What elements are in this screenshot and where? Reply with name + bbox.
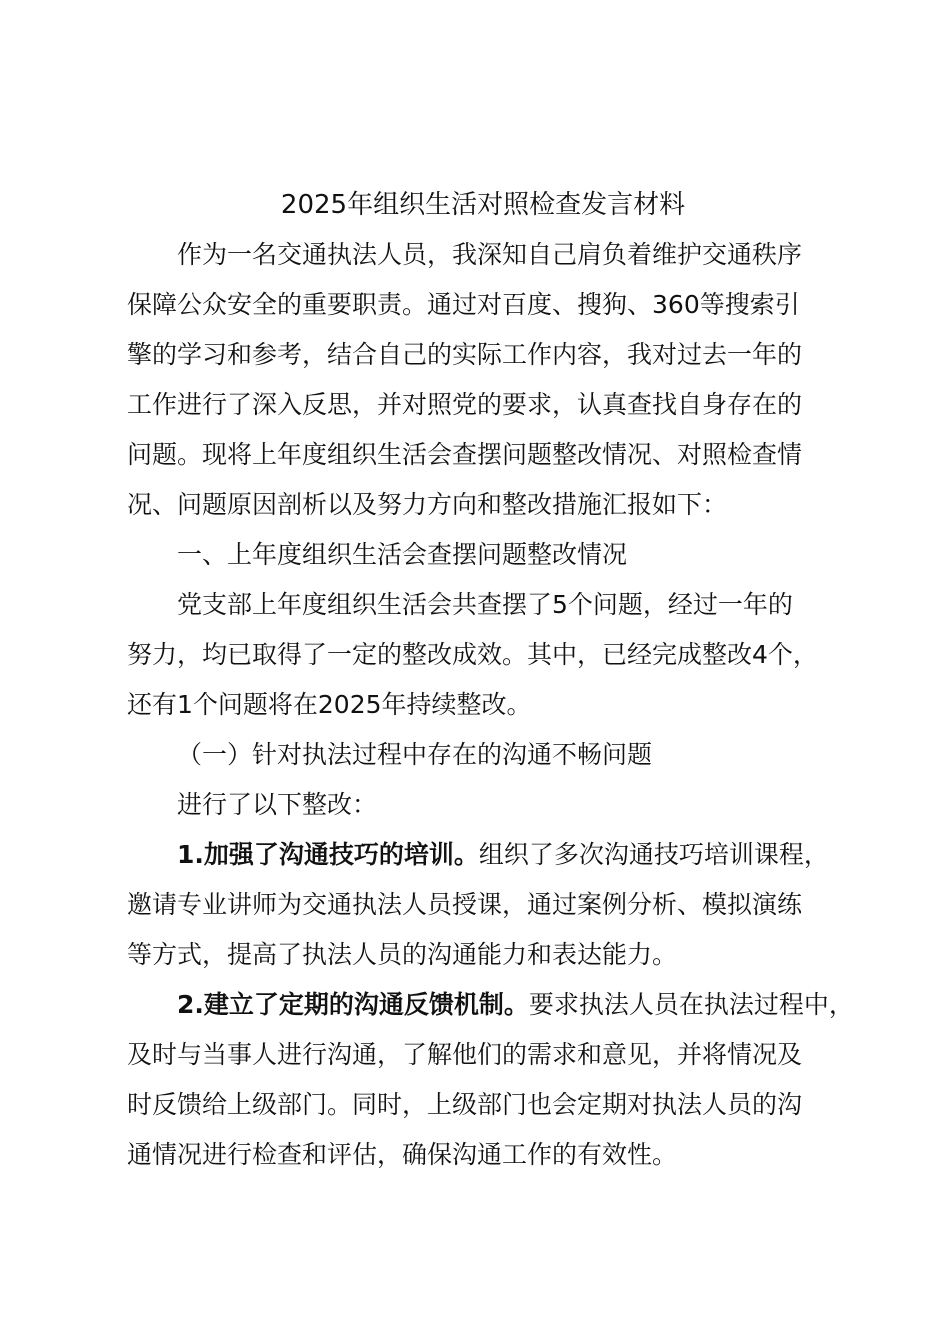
text-line: 工作进行了深入反思，并对照党的要求，认真查找自身存在的 [127, 390, 803, 419]
text-line: 通情况进行检查和评估，确保沟通工作的有效性。 [127, 1140, 678, 1169]
text-line [127, 980, 854, 1030]
intro-paragraph [127, 230, 839, 530]
text-line: 况、问题原因剖析以及努力方向和整改措施汇报如下： [127, 490, 728, 519]
subsection-heading: （一）针对执法过程中存在的沟通不畅问题 [177, 740, 653, 769]
item-heading: 1.加强了沟通技巧的培训。 [177, 840, 479, 869]
document-body [127, 180, 854, 1180]
text-line: 保障公众安全的重要职责。通过对百度、搜狗、360等搜索引 [127, 290, 800, 319]
item-text: 要求执法人员在执法过程中， [528, 990, 854, 1019]
text-line: 时反馈给上级部门。同时，上级部门也会定期对执法人员的沟 [127, 1090, 803, 1119]
section-heading: 一、上年度组织生活会查摆问题整改情况 [177, 540, 628, 569]
section-paragraph [127, 580, 839, 730]
item-text: 组织了多次沟通技巧培训课程， [478, 840, 829, 869]
text-line: 邀请专业讲师为交通执法人员授课，通过案例分析、模拟演练 [127, 890, 803, 919]
text-line: 等方式，提高了执法人员的沟通能力和表达能力。 [127, 940, 678, 969]
text-line: 作为一名交通执法人员，我深知自己肩负着维护交通秩序 [177, 240, 803, 269]
document-title: 2025年组织生活对照检查发言材料 [280, 190, 686, 220]
text-line: 问题。现将上年度组织生活会查摆问题整改情况、对照检查情 [127, 440, 803, 469]
subsection-lead: 进行了以下整改： [177, 790, 378, 819]
text-line: 努力，均已取得了一定的整改成效。其中，已经完成整改4个， [127, 640, 818, 669]
measure-item-2 [127, 980, 854, 1180]
item-heading: 2.建立了定期的沟通反馈机制。 [177, 990, 529, 1019]
measure-item-1 [127, 830, 839, 980]
text-line: 擎的学习和参考，结合自己的实际工作内容，我对过去一年的 [127, 340, 803, 369]
text-line [127, 830, 839, 880]
text-line: 还有1个问题将在2025年持续整改。 [127, 690, 532, 719]
text-line: 党支部上年度组织生活会共查摆了5个问题，经过一年的 [177, 590, 793, 619]
text-line: 及时与当事人进行沟通，了解他们的需求和意见，并将情况及 [127, 1040, 803, 1069]
